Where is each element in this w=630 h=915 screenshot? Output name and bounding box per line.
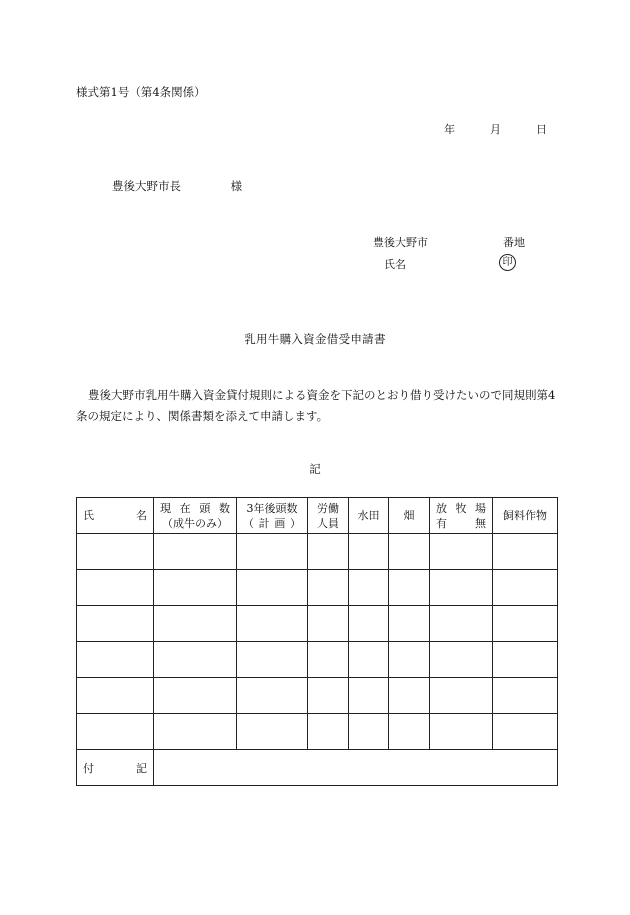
footer-note-cell[interactable] [154,750,558,786]
table-header-row [77,498,558,534]
form-number: 様式第1号（第4条関係） [76,85,206,99]
header-pasture: 放 牧 場 有 無 [430,498,493,534]
seal-mark: 印 [499,254,516,271]
table-row [77,606,558,642]
table-row [77,570,558,606]
header-field: 畑 [389,498,430,534]
ki-heading: 記 [309,462,321,476]
header-current-count: 現 在 頭 数 （成牛のみ） [154,498,237,534]
application-table [76,497,558,786]
applicant-city: 豊後大野市 [373,236,428,249]
applicant-banchi: 番地 [503,236,525,249]
header-labor: 労働 人員 [308,498,349,534]
date-line [444,121,547,137]
date-year: 年 [444,123,455,136]
addressee-name: 豊後大野市長 [112,179,181,193]
applicant-name-label: 氏名 [384,258,406,271]
table-row [77,642,558,678]
addressee [112,178,242,194]
header-paddy: 水田 [349,498,389,534]
table-row [77,678,558,714]
footer-row [77,750,558,786]
table-row [77,534,558,570]
header-name: 氏 名 [77,498,154,534]
date-day: 日 [536,123,547,136]
table-row [77,714,558,750]
header-feed-crops: 飼料作物 [493,498,558,534]
document-title: 乳用牛購入資金借受申請書 [244,332,386,346]
footer-label: 付 記 [77,750,154,786]
body-text: 豊後大野市乳用牛購入資金貸付規則による資金を下記のとおり借り受けたいので同規則第4条の規定により、関係書類を添えて申請します。 [76,388,556,423]
addressee-honorific: 様 [230,179,243,193]
date-month: 月 [490,123,501,136]
header-plan-count: 3年後頭数 （ 計 画 ） [237,498,308,534]
